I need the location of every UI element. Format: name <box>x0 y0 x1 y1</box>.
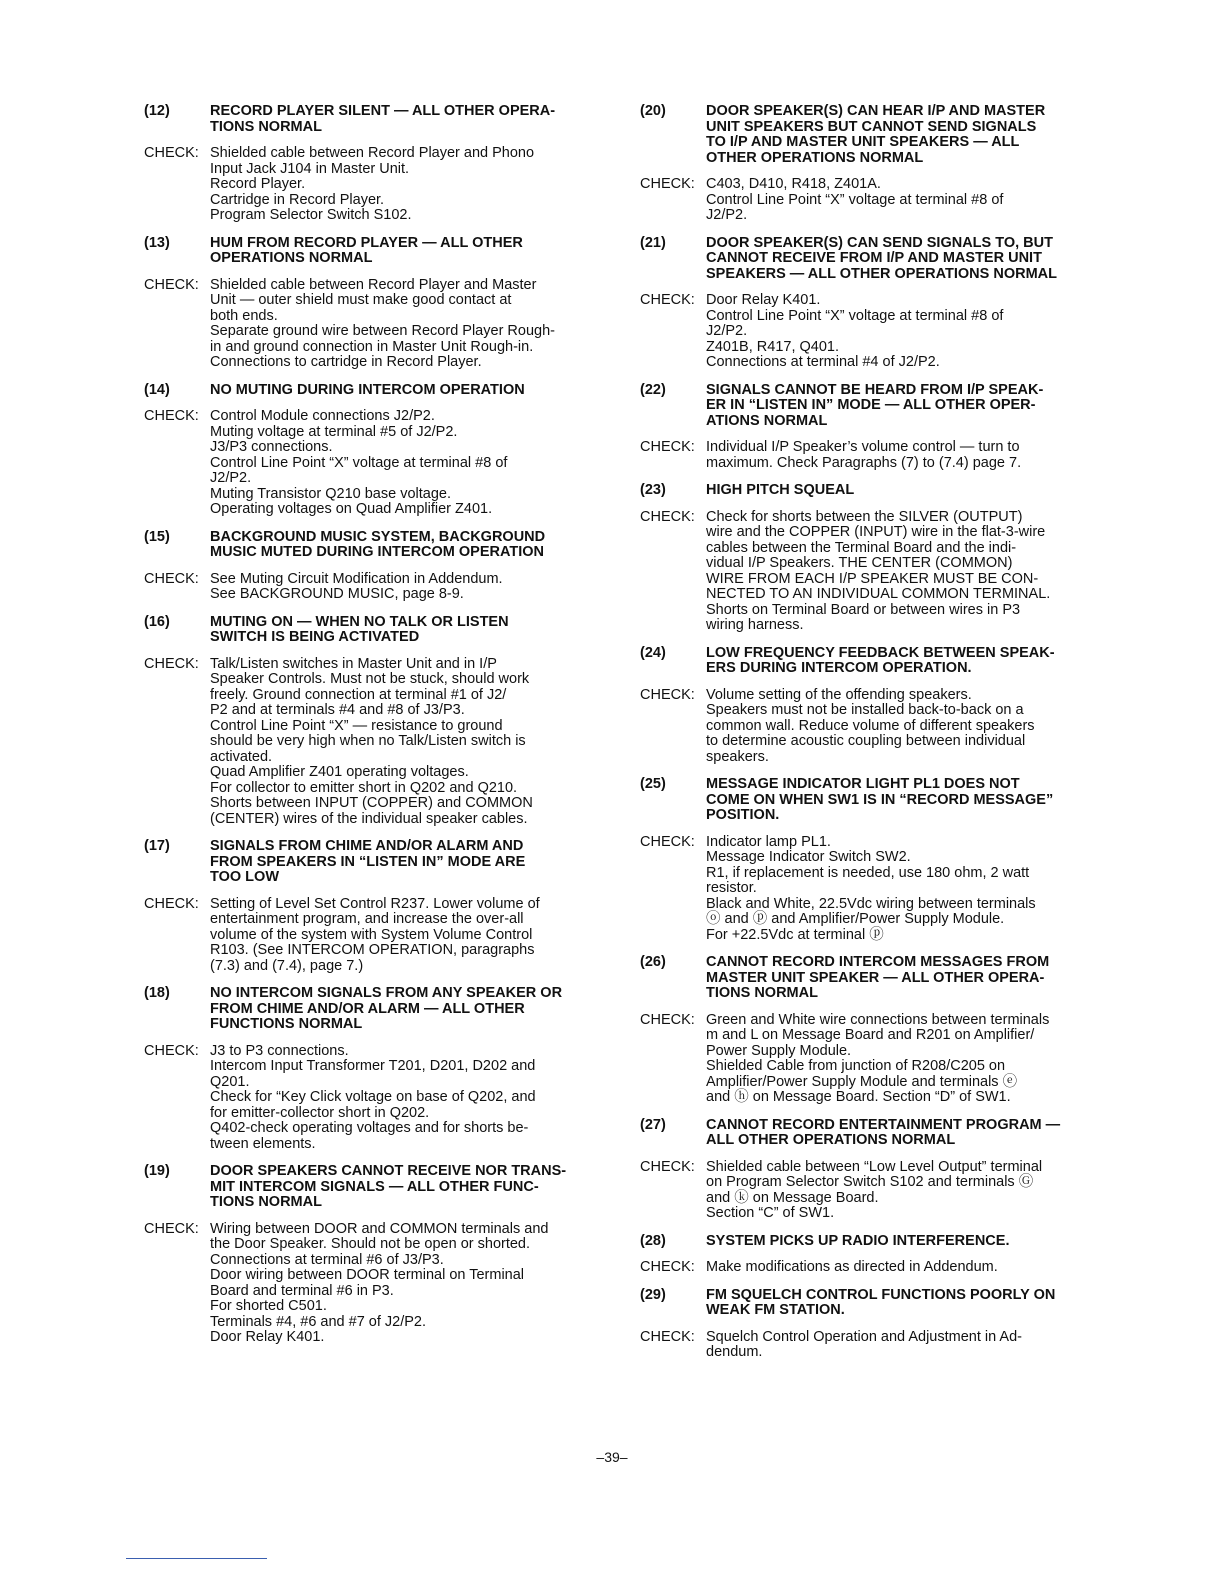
check-line: Quad Amplifier Z401 operating voltages. <box>210 764 469 780</box>
entry-gap <box>640 1276 1096 1288</box>
entry-title <box>210 104 594 135</box>
footnote-rule <box>126 1558 267 1559</box>
check-line: Wiring between DOOR and COMMON terminals and <box>210 1220 549 1237</box>
check-lines <box>706 1160 1096 1222</box>
troubleshoot-entry <box>640 777 1096 955</box>
entry-title-line: FM SQUELCH CONTROL FUNCTIONS POORLY ON <box>706 1286 1056 1303</box>
entry-title-line: DOOR SPEAKER(S) CAN HEAR I/P AND MASTER <box>706 103 1046 119</box>
check-block <box>640 293 1096 371</box>
check-line: R1, if replacement is needed, use 180 ohm, 2 watt <box>706 864 1030 881</box>
check-line: for emitter-collector short in Q202. <box>210 1104 430 1121</box>
entry-title <box>706 236 1096 283</box>
check-lines <box>706 510 1096 634</box>
check-line: Q201. <box>210 1073 250 1090</box>
check-line: NECTED TO AN INDIVIDUAL COMMON TERMINAL. <box>706 586 1051 602</box>
entry-number: (21) <box>640 234 666 251</box>
check-line: (CENTER) wires of the individual speaker cables. <box>210 810 528 827</box>
check-lines <box>706 1330 1096 1361</box>
entry-title-line: DOOR SPEAKERS CANNOT RECEIVE NOR TRANS- <box>210 1163 567 1179</box>
check-lines <box>210 409 594 518</box>
entry-title-line: ATIONS NORMAL <box>706 412 828 429</box>
check-line: Input Jack J104 in Master Unit. <box>210 160 410 177</box>
entry-title-line: FROM CHIME AND/OR ALARM — ALL OTHER <box>210 1000 525 1017</box>
entry-number: (17) <box>144 838 170 854</box>
check-line: Check for “Key Click voltage on base of Q202, and <box>210 1089 536 1105</box>
check-block <box>640 688 1096 766</box>
check-line: P2 and at terminals #4 and #8 of J3/P3. <box>210 702 465 718</box>
check-line: Operating voltages on Quad Amplifier Z401. <box>210 501 493 517</box>
check-lines <box>706 1013 1096 1106</box>
check-label: CHECK: <box>640 833 695 850</box>
entry-number: (25) <box>640 776 666 792</box>
entry-gap <box>144 603 594 615</box>
check-label: CHECK: <box>144 655 199 672</box>
check-label: CHECK: <box>640 1328 695 1345</box>
troubleshoot-entry <box>144 839 594 986</box>
check-block <box>640 510 1096 634</box>
troubleshoot-entry <box>640 1288 1096 1361</box>
troubleshoot-entry <box>144 986 594 1164</box>
check-line: the Door Speaker. Should not be open or shorted. <box>210 1236 531 1252</box>
entry-heading <box>144 383 594 399</box>
entry-title-line: LOW FREQUENCY FEEDBACK BETWEEN SPEAK- <box>706 644 1055 661</box>
check-line: Muting voltage at terminal #5 of J2/P2. <box>210 423 458 440</box>
entry-title <box>706 1288 1096 1319</box>
check-block <box>640 440 1096 471</box>
entry-heading <box>640 955 1096 1002</box>
entry-number: (26) <box>640 954 666 970</box>
entry-heading <box>640 777 1096 824</box>
check-line: Terminals #4, #6 and #7 of J2/P2. <box>210 1313 427 1330</box>
entry-gap <box>144 224 594 236</box>
entry-title <box>210 530 594 561</box>
entry-gap <box>640 1106 1096 1118</box>
entry-title-line: BACKGROUND MUSIC SYSTEM, BACKGROUND <box>210 528 546 545</box>
check-line: Speaker Controls. Must not be stuck, should work <box>210 671 530 687</box>
troubleshoot-entry <box>144 615 594 840</box>
entry-number: (27) <box>640 1116 666 1133</box>
entry-number: (14) <box>144 381 170 398</box>
check-label: CHECK: <box>640 1158 695 1175</box>
entry-title <box>210 615 594 646</box>
check-line: Shielded cable between Record Player and Phono <box>210 145 535 161</box>
check-lines <box>210 572 594 603</box>
check-block <box>144 278 594 371</box>
check-block <box>640 1260 1096 1276</box>
check-label: CHECK: <box>144 1220 199 1237</box>
troubleshoot-entry <box>144 383 594 530</box>
check-line: wire and the COPPER (INPUT) wire in the flat-3-wire <box>706 524 1046 540</box>
entry-number: (19) <box>144 1163 170 1179</box>
check-line: Individual I/P Speaker’s volume control — turn to <box>706 439 1020 455</box>
check-block <box>640 1330 1096 1361</box>
entry-title-line: RECORD PLAYER SILENT — ALL OTHER OPERA- <box>210 103 556 119</box>
check-line: entertainment program, and increase the over-all <box>210 911 524 927</box>
entry-title-line: SIGNALS FROM CHIME AND/OR ALARM AND <box>210 838 524 854</box>
check-label: CHECK: <box>640 176 695 192</box>
entry-title-line: TO I/P AND MASTER UNIT SPEAKERS — ALL <box>706 134 1020 150</box>
entry-title-line: SIGNALS CANNOT BE HEARD FROM I/P SPEAK- <box>706 381 1044 398</box>
entry-title-line: SWITCH IS BEING ACTIVATED <box>210 629 420 645</box>
left-column <box>144 104 594 1346</box>
entry-title-line: CANNOT RECORD ENTERTAINMENT PROGRAM — <box>706 1116 1061 1133</box>
entry-gap <box>640 371 1096 383</box>
entry-gap <box>640 224 1096 236</box>
check-lines <box>706 1260 1096 1276</box>
check-lines <box>706 688 1096 766</box>
entry-title-line: ALL OTHER OPERATIONS NORMAL <box>706 1132 956 1148</box>
check-line: Record Player. <box>210 176 306 192</box>
check-lines <box>706 440 1096 471</box>
entry-heading <box>144 530 594 561</box>
check-line: in and ground connection in Master Unit Rough-in. <box>210 338 534 355</box>
entry-title <box>706 1234 1096 1250</box>
entry-number: (18) <box>144 985 170 1001</box>
troubleshoot-entry <box>640 1118 1096 1234</box>
check-line: dendum. <box>706 1344 763 1360</box>
check-block <box>640 1013 1096 1106</box>
check-line: and ⓗ on Message Board. Section “D” of SW1. <box>706 1089 1011 1105</box>
check-line: speakers. <box>706 748 769 765</box>
check-line: volume of the system with System Volume Control <box>210 926 533 943</box>
entry-gap <box>640 1222 1096 1234</box>
check-line: Control Module connections J2/P2. <box>210 408 435 424</box>
entry-title-line: CANNOT RECEIVE FROM I/P AND MASTER UNIT <box>706 250 1042 266</box>
check-lines <box>706 835 1096 944</box>
check-line: Message Indicator Switch SW2. <box>706 849 911 865</box>
entry-heading <box>640 1288 1096 1319</box>
check-line: should be very high when no Talk/Listen switch is <box>210 733 526 749</box>
check-line: For shorted C501. <box>210 1298 327 1314</box>
entry-number: (20) <box>640 103 666 119</box>
entry-heading <box>640 646 1096 677</box>
troubleshoot-entry <box>144 530 594 615</box>
check-line: Shorts between INPUT (COPPER) and COMMON <box>210 795 533 811</box>
entry-title <box>210 1164 594 1211</box>
check-label: CHECK: <box>144 145 199 161</box>
check-line: maximum. Check Paragraphs (7) to (7.4) page 7. <box>706 454 1022 471</box>
right-column <box>640 104 1096 1361</box>
entry-title-line: NO MUTING DURING INTERCOM OPERATION <box>210 381 525 398</box>
entry-title-line: ERS DURING INTERCOM OPERATION. <box>706 660 972 676</box>
check-line: common wall. Reduce volume of different speakers <box>706 717 1035 734</box>
check-line: Control Line Point “X” voltage at terminal #8 of <box>706 307 1004 324</box>
check-lines <box>210 1044 594 1153</box>
entry-title <box>706 483 1096 499</box>
page-number: –39– <box>596 1449 628 1465</box>
entry-number: (12) <box>144 103 170 119</box>
check-line: Unit — outer shield must make good contact at <box>210 292 512 308</box>
entry-number: (29) <box>640 1286 666 1303</box>
entry-title <box>706 104 1096 166</box>
troubleshoot-entry <box>144 1164 594 1346</box>
check-line: J2/P2. <box>706 323 748 339</box>
check-lines <box>210 1222 594 1346</box>
entry-title-line: TIONS NORMAL <box>210 118 322 135</box>
entry-number: (28) <box>640 1232 666 1249</box>
check-line: tween elements. <box>210 1135 316 1152</box>
check-line: on Program Selector Switch S102 and terminals Ⓖ <box>706 1174 1034 1190</box>
troubleshoot-entry <box>640 236 1096 383</box>
check-line: vidual I/P Speakers. THE CENTER (COMMON) <box>706 555 1013 571</box>
check-line: Section “C” of SW1. <box>706 1205 835 1221</box>
troubleshoot-entry <box>640 104 1096 236</box>
entry-title-line: ER IN “LISTEN IN” MODE — ALL OTHER OPER- <box>706 397 1036 413</box>
check-line: Cartridge in Record Player. <box>210 191 385 208</box>
check-line: Intercom Input Transformer T201, D201, D202 and <box>210 1058 536 1074</box>
entry-title <box>706 383 1096 430</box>
check-line: wiring harness. <box>706 617 804 633</box>
entry-number: (22) <box>640 381 666 398</box>
check-line: m and L on Message Board and R201 on Amplifier/ <box>706 1027 1035 1043</box>
check-line: R103. (See INTERCOM OPERATION, paragraphs <box>210 942 535 958</box>
check-line: Door wiring between DOOR terminal on Terminal <box>210 1267 525 1283</box>
entry-title-line: MIT INTERCOM SIGNALS — ALL OTHER FUNC- <box>210 1178 539 1195</box>
check-line: ⓞ and ⓟ and Amplifier/Power Supply Module. <box>706 911 1005 927</box>
check-block <box>144 572 594 603</box>
troubleshoot-entry <box>144 104 594 236</box>
entry-title-line: HUM FROM RECORD PLAYER — ALL OTHER <box>210 234 523 251</box>
check-line: Indicator lamp PL1. <box>706 833 831 850</box>
check-line: J3/P3 connections. <box>210 439 333 455</box>
check-line: C403, D410, R418, Z401A. <box>706 176 881 192</box>
check-line: activated. <box>210 748 273 765</box>
entry-heading <box>144 236 594 267</box>
entry-title-line: UNIT SPEAKERS BUT CANNOT SEND SIGNALS <box>706 118 1037 135</box>
troubleshoot-entry <box>640 383 1096 484</box>
entry-heading <box>144 986 594 1033</box>
entry-gap <box>144 518 594 530</box>
entry-title-line: DOOR SPEAKER(S) CAN SEND SIGNALS TO, BUT <box>706 234 1053 251</box>
check-line: See Muting Circuit Modification in Addendum. <box>210 570 503 587</box>
check-label: CHECK: <box>640 508 695 525</box>
entry-heading <box>640 1118 1096 1149</box>
entry-gap <box>144 371 594 383</box>
check-lines <box>210 278 594 371</box>
check-block <box>144 409 594 518</box>
check-label: CHECK: <box>640 439 695 455</box>
check-label: CHECK: <box>144 408 199 424</box>
entry-title <box>210 839 594 886</box>
check-block <box>144 657 594 828</box>
entry-title-line: MUSIC MUTED DURING INTERCOM OPERATION <box>210 544 545 560</box>
entry-number: (23) <box>640 482 666 498</box>
entry-title-line: TIONS NORMAL <box>706 985 818 1001</box>
entry-title-line: WEAK FM STATION. <box>706 1302 845 1318</box>
entry-heading <box>144 615 594 646</box>
entry-gap <box>640 634 1096 646</box>
entry-heading <box>640 383 1096 430</box>
entry-heading <box>640 104 1096 166</box>
entry-heading <box>640 1234 1096 1250</box>
check-block <box>144 146 594 224</box>
entry-title-line: MASTER UNIT SPEAKER — ALL OTHER OPERA- <box>706 969 1045 986</box>
check-block <box>640 1160 1096 1222</box>
check-line: Black and White, 22.5Vdc wiring between terminals <box>706 895 1036 912</box>
check-lines <box>210 146 594 224</box>
entry-number: (15) <box>144 528 170 545</box>
check-line: Setting of Level Set Control R237. Lower volume of <box>210 895 540 912</box>
check-lines <box>706 177 1096 224</box>
check-line: Make modifications as directed in Addendum. <box>706 1259 998 1275</box>
check-line: Connections at terminal #4 of J2/P2. <box>706 354 940 370</box>
entry-title-line: HIGH PITCH SQUEAL <box>706 482 855 498</box>
check-block <box>640 177 1096 224</box>
check-line: Shielded Cable from junction of R208/C205 on <box>706 1058 1006 1074</box>
troubleshoot-entry <box>144 236 594 383</box>
entry-title-line: TOO LOW <box>210 869 280 885</box>
check-line: See BACKGROUND MUSIC, page 8-9. <box>210 586 464 602</box>
check-label: CHECK: <box>640 1259 695 1275</box>
entry-title-line: TIONS NORMAL <box>210 1194 322 1210</box>
entry-title-line: MESSAGE INDICATOR LIGHT PL1 DOES NOT <box>706 776 1020 792</box>
check-line: Volume setting of the offending speakers. <box>706 686 972 703</box>
entry-heading <box>144 104 594 135</box>
check-line: Connections to cartridge in Record Player. <box>210 354 482 370</box>
check-line: Door Relay K401. <box>210 1329 325 1345</box>
check-line: Squelch Control Operation and Adjustment in Ad- <box>706 1328 1022 1345</box>
check-line: Green and White wire connections between terminals <box>706 1011 1050 1028</box>
check-line: J2/P2. <box>706 207 748 223</box>
entry-heading <box>640 236 1096 283</box>
check-label: CHECK: <box>640 1011 695 1028</box>
check-line: Speakers must not be installed back-to-back on a <box>706 702 1024 718</box>
check-line: Z401B, R417, Q401. <box>706 338 839 355</box>
check-line: Control Line Point “X” — resistance to ground <box>210 717 503 734</box>
troubleshoot-entry <box>640 1234 1096 1288</box>
check-block <box>144 897 594 975</box>
check-block <box>640 835 1096 944</box>
check-lines <box>210 897 594 975</box>
entry-title-line: SYSTEM PICKS UP RADIO INTERFERENCE. <box>706 1232 1010 1249</box>
check-line: Program Selector Switch S102. <box>210 207 412 223</box>
troubleshoot-entry <box>640 955 1096 1118</box>
check-line: Board and terminal #6 in P3. <box>210 1282 394 1299</box>
check-line: Power Supply Module. <box>706 1042 852 1059</box>
check-line: Talk/Listen switches in Master Unit and in I/P <box>210 655 497 672</box>
check-block <box>144 1222 594 1346</box>
check-line: Separate ground wire between Record Player Rough- <box>210 323 555 339</box>
check-line: freely. Ground connection at terminal #1 of J2/ <box>210 686 507 703</box>
check-line: resistor. <box>706 880 757 896</box>
troubleshoot-entry <box>640 483 1096 646</box>
check-line: (7.3) and (7.4), page 7.) <box>210 957 364 974</box>
check-line: Shorts on Terminal Board or between wires in P3 <box>706 601 1021 618</box>
check-label: CHECK: <box>144 276 199 293</box>
check-line: For collector to emitter short in Q202 and Q210. <box>210 779 518 796</box>
check-line: J2/P2. <box>210 470 252 486</box>
check-label: CHECK: <box>144 1042 199 1059</box>
check-line: WIRE FROM EACH I/P SPEAKER MUST BE CON- <box>706 570 1039 587</box>
entry-title-line: MUTING ON — WHEN NO TALK OR LISTEN <box>210 613 509 630</box>
check-lines <box>706 293 1096 371</box>
troubleshoot-entry <box>640 646 1096 778</box>
check-line: cables between the Terminal Board and the indi- <box>706 539 1017 556</box>
check-lines <box>210 657 594 828</box>
check-line: Muting Transistor Q210 base voltage. <box>210 485 451 502</box>
check-line: both ends. <box>210 307 278 324</box>
check-line: Shielded cable between Record Player and Master <box>210 276 537 293</box>
check-label: CHECK: <box>640 292 695 308</box>
check-line: Q402-check operating voltages and for shorts be- <box>210 1120 529 1136</box>
check-line: For +22.5Vdc at terminal ⓟ <box>706 926 884 943</box>
entry-heading <box>144 839 594 886</box>
entry-title <box>210 383 594 399</box>
entry-number: (24) <box>640 644 666 661</box>
check-line: Door Relay K401. <box>706 292 821 308</box>
check-line: Control Line Point “X” voltage at terminal #8 of <box>706 191 1004 208</box>
check-line: Check for shorts between the SILVER (OUTPUT) <box>706 508 1023 525</box>
entry-title <box>210 986 594 1033</box>
entry-title <box>706 955 1096 1002</box>
check-line: and ⓚ on Message Board. <box>706 1189 879 1206</box>
check-line: Connections at terminal #6 of J3/P3. <box>210 1251 444 1268</box>
entry-title <box>210 236 594 267</box>
entry-title-line: COME ON WHEN SW1 IS IN “RECORD MESSAGE” <box>706 791 1054 808</box>
entry-title-line: POSITION. <box>706 807 780 823</box>
entry-title-line: NO INTERCOM SIGNALS FROM ANY SPEAKER OR <box>210 985 563 1001</box>
check-label: CHECK: <box>144 570 199 587</box>
check-line: to determine acoustic coupling between individual <box>706 733 1026 749</box>
check-line: Shielded cable between “Low Level Output” terminal <box>706 1158 1043 1175</box>
check-label: CHECK: <box>144 895 199 912</box>
entry-heading <box>144 1164 594 1211</box>
entry-title-line: FUNCTIONS NORMAL <box>210 1016 363 1032</box>
entry-number: (13) <box>144 234 170 251</box>
entry-title-line: CANNOT RECORD INTERCOM MESSAGES FROM <box>706 954 1050 970</box>
entry-heading <box>640 483 1096 499</box>
entry-title-line: FROM SPEAKERS IN “LISTEN IN” MODE ARE <box>210 853 526 870</box>
entry-title <box>706 1118 1096 1149</box>
check-line: Control Line Point “X” voltage at terminal #8 of <box>210 454 508 471</box>
entry-title-line: OPERATIONS NORMAL <box>210 250 373 266</box>
check-line: Amplifier/Power Supply Module and terminals ⓔ <box>706 1073 1018 1090</box>
check-block <box>144 1044 594 1153</box>
entry-title-line: SPEAKERS — ALL OTHER OPERATIONS NORMAL <box>706 265 1057 282</box>
check-label: CHECK: <box>640 686 695 703</box>
entry-title-line: OTHER OPERATIONS NORMAL <box>706 149 924 166</box>
entry-title <box>706 777 1096 824</box>
entry-title <box>706 646 1096 677</box>
entry-number: (16) <box>144 613 170 630</box>
check-line: J3 to P3 connections. <box>210 1042 349 1059</box>
